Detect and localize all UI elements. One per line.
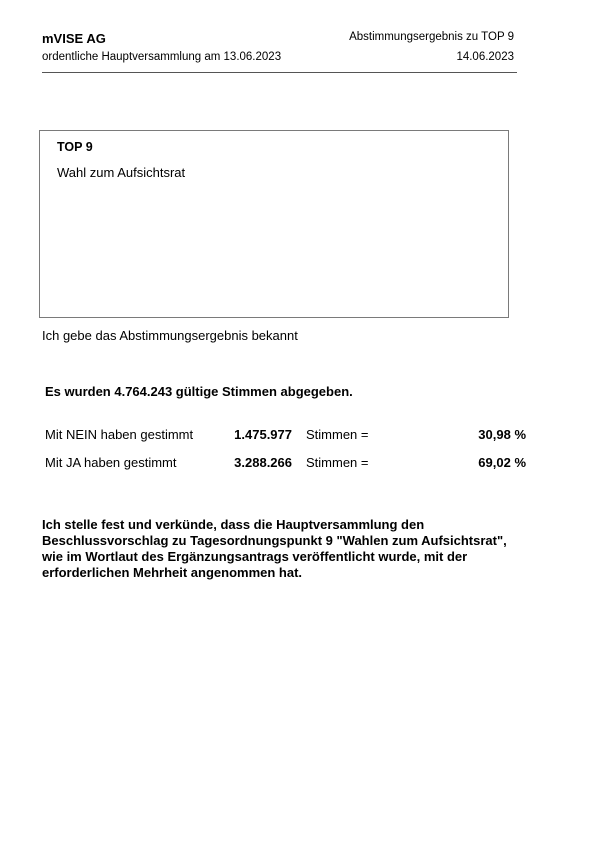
declaration-text: Ich stelle fest und verkünde, dass die Hauptversammlung den Beschlussvorschlag zu Tagesordnungspunkt 9 "Wahlen zum Aufsichtsrat", wie im Wortlaut des Ergänzungsantrags veröffentlicht wurde, mit der erforderlichen Mehrheit angenommen hat. bbox=[42, 517, 507, 580]
meeting-description: ordentliche Hauptversammlung am 13.06.2023 bbox=[42, 51, 282, 63]
vote-percent: 69,02 % bbox=[478, 455, 526, 470]
agenda-number: TOP 9 bbox=[57, 140, 93, 154]
vote-count: 1.475.977 bbox=[234, 427, 292, 442]
vote-unit: Stimmen = bbox=[306, 455, 369, 470]
header-divider bbox=[42, 72, 517, 73]
vote-label: Mit JA haben gestimmt bbox=[45, 455, 177, 470]
announcement-text: Ich gebe das Abstimmungsergebnis bekannt bbox=[42, 328, 298, 343]
vote-row-nein bbox=[0, 427, 595, 445]
vote-row-ja bbox=[0, 455, 595, 473]
vote-percent: 30,98 % bbox=[478, 427, 526, 442]
agenda-title: Wahl zum Aufsichtsrat bbox=[57, 165, 186, 180]
document-date: 14.06.2023 bbox=[456, 51, 514, 63]
agenda-box bbox=[39, 130, 509, 318]
vote-label: Mit NEIN haben gestimmt bbox=[45, 427, 194, 442]
document-title: Abstimmungsergebnis zu TOP 9 bbox=[349, 31, 514, 43]
company-name: mVISE AG bbox=[42, 31, 106, 46]
vote-unit: Stimmen = bbox=[306, 427, 369, 442]
valid-votes-summary: Es wurden 4.764.243 gültige Stimmen abgegeben. bbox=[45, 384, 353, 399]
vote-count: 3.288.266 bbox=[234, 455, 292, 470]
